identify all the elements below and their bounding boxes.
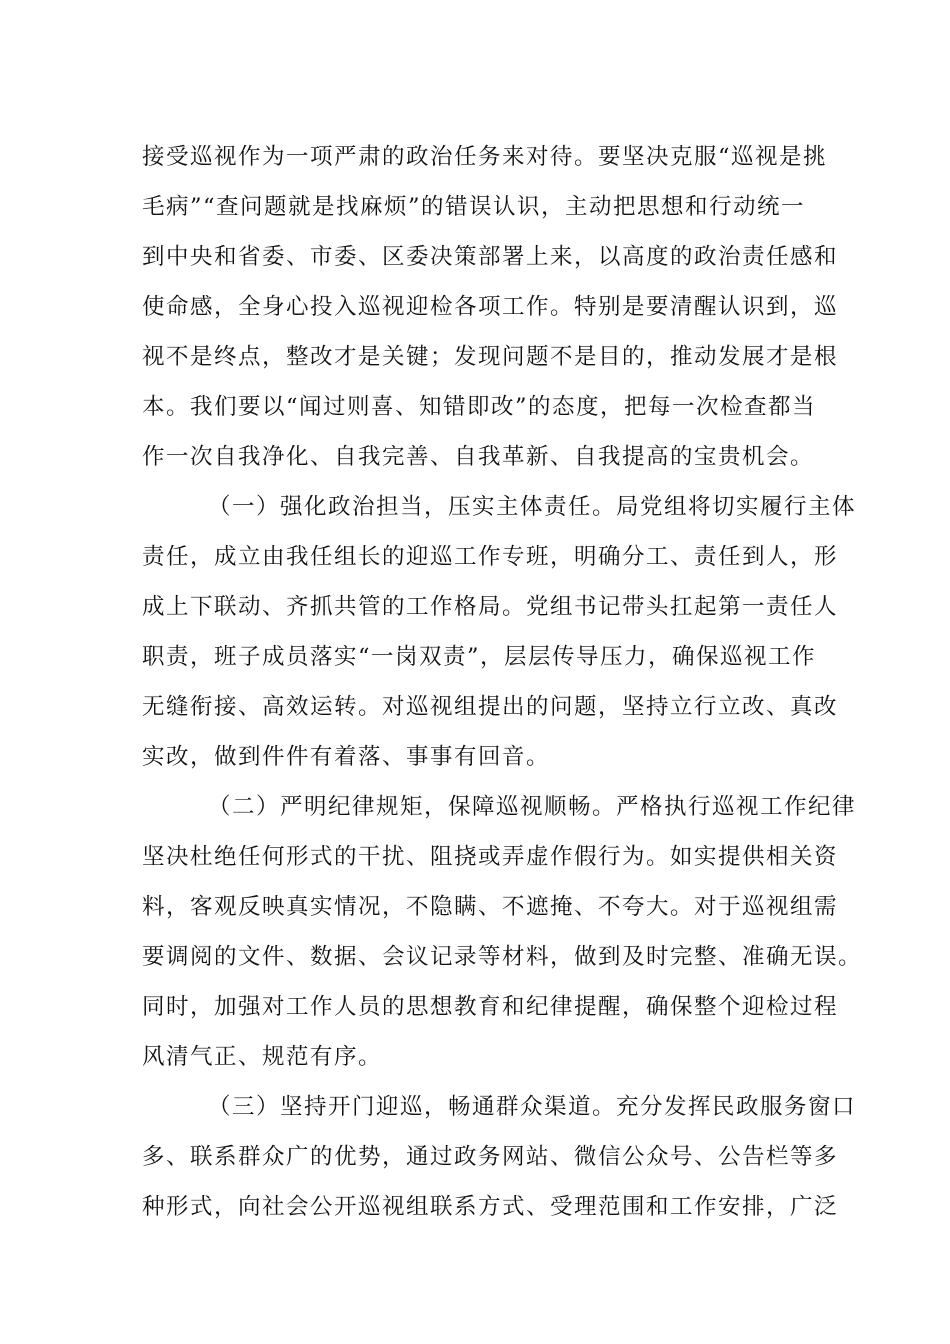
text-line: 料，客观反映真实情况，不隐瞒、不遮掩、不夸大。对于巡视组需 xyxy=(142,894,839,920)
text-line: 实改，做到件件有着落、事事有回音。 xyxy=(142,744,551,770)
text-line: 接受巡视作为一项严肃的政治任务来对待。要坚决克服“巡视是挑 xyxy=(142,144,828,170)
section-heading-line: （二）严明纪律规矩，保障巡视顺畅。严格执行巡视工作纪律 xyxy=(208,794,857,820)
text-line: 责任，成立由我任组长的迎巡工作专班，明确分工、责任到人，形 xyxy=(142,544,839,570)
section-heading-line: （三）坚持开门迎巡，畅通群众渠道。充分发挥民政服务窗口 xyxy=(208,1094,857,1120)
text-line: 要调阅的文件、数据、会议记录等材料，做到及时完整、准确无误。 xyxy=(142,944,863,970)
section-heading-line: （一）强化政治担当，压实主体责任。局党组将切实履行主体 xyxy=(208,494,857,520)
text-line: 到中央和省委、市委、区委决策部署上来，以高度的政治责任感和 xyxy=(142,244,839,270)
text-line: 毛病”“查问题就是找麻烦”的错误认识，主动把思想和行动统一 xyxy=(142,194,806,220)
text-line: 坚决杜绝任何形式的干扰、阻挠或弄虚作假行为。如实提供相关资 xyxy=(142,844,839,870)
text-line: 使命感，全身心投入巡视迎检各项工作。特别是要清醒认识到，巡 xyxy=(142,294,839,320)
text-line: 职责，班子成员落实“一岗双责”，层层传导压力，确保巡视工作 xyxy=(142,644,817,670)
text-line: 成上下联动、齐抓共管的工作格局。党组书记带头扛起第一责任人 xyxy=(142,594,839,620)
text-line: 多、联系群众广的优势，通过政务网站、微信公众号、公告栏等多 xyxy=(142,1144,839,1170)
text-line: 作一次自我净化、自我完善、自我革新、自我提高的宝贵机会。 xyxy=(142,444,815,470)
text-line: 风清气正、规范有序。 xyxy=(142,1044,383,1070)
text-line: 同时，加强对工作人员的思想教育和纪律提醒，确保整个迎检过程 xyxy=(142,994,839,1020)
text-line: 视不是终点，整改才是关键；发现问题不是目的，推动发展才是根 xyxy=(142,344,839,370)
text-line: 种形式，向社会公开巡视组联系方式、受理范围和工作安排，广泛 xyxy=(142,1194,839,1220)
text-line: 无缝衔接、高效运转。对巡视组提出的问题，坚持立行立改、真改 xyxy=(142,694,839,720)
text-line: 本。我们要以“闻过则喜、知错即改”的态度，把每一次检查都当 xyxy=(142,394,817,420)
